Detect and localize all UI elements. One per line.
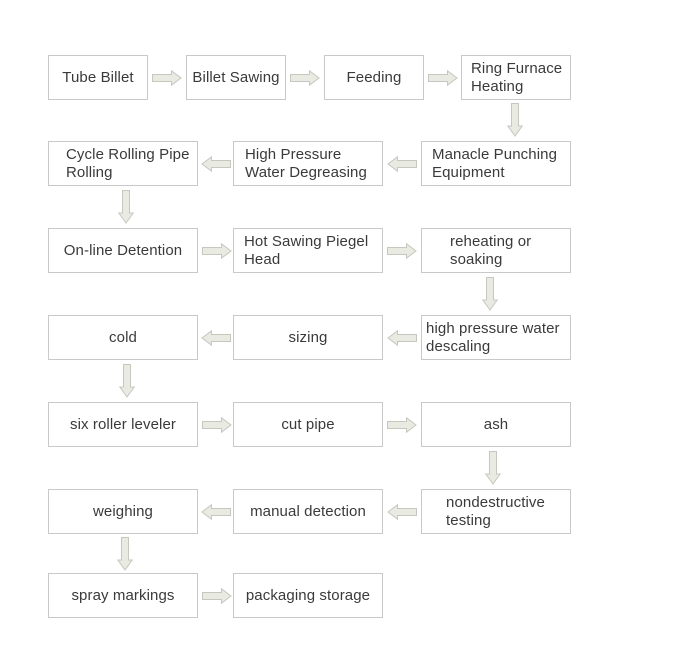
step-cold [48, 315, 198, 360]
step-label: cut pipe [281, 415, 335, 433]
step-cycle-rolling [48, 141, 198, 186]
step-label: Billet Sawing [192, 68, 280, 86]
step-label: Tube Billet [62, 68, 134, 86]
arrow-down-icon [507, 103, 523, 137]
step-spray-markings [48, 573, 198, 618]
step-label: manual detection [250, 502, 366, 520]
arrow-right-icon [202, 243, 232, 259]
step-label: reheating or soaking [450, 232, 532, 268]
arrow-right-icon [202, 417, 232, 433]
arrow-left-icon [387, 156, 417, 172]
step-online-detention [48, 228, 198, 273]
arrow-left-icon [387, 330, 417, 346]
step-cut-pipe [233, 402, 383, 447]
step-label: spray markings [71, 586, 175, 604]
step-reheating [421, 228, 571, 273]
arrow-right-icon [152, 70, 182, 86]
step-ash [421, 402, 571, 447]
step-billet-sawing [186, 55, 286, 100]
arrow-down-icon [118, 190, 134, 224]
step-nondestructive-testing [421, 489, 571, 534]
step-label: sizing [288, 328, 328, 346]
arrow-right-icon [387, 417, 417, 433]
step-label: Feeding [346, 68, 402, 86]
arrow-left-icon [387, 504, 417, 520]
step-label: nondestructive testing [446, 493, 545, 529]
arrow-right-icon [387, 243, 417, 259]
arrow-down-icon [119, 364, 135, 398]
step-label: Ring Furnace Heating [471, 59, 563, 95]
step-ring-furnace-heating [461, 55, 571, 100]
step-label: high pressure water descaling [426, 319, 560, 355]
step-hot-sawing [233, 228, 383, 273]
step-six-roller-leveler [48, 402, 198, 447]
arrow-down-icon [117, 537, 133, 571]
arrow-down-icon [485, 451, 501, 485]
step-manual-detection [233, 489, 383, 534]
step-label: six roller leveler [70, 415, 176, 433]
step-label: Cycle Rolling Pipe Rolling [66, 145, 190, 181]
arrow-right-icon [428, 70, 458, 86]
step-high-pressure-water-degreasing [233, 141, 383, 186]
step-label: Hot Sawing Piegel Head [244, 232, 369, 268]
arrow-left-icon [201, 504, 231, 520]
step-manacle-punching [421, 141, 571, 186]
arrow-right-icon [202, 588, 232, 604]
arrow-right-icon [290, 70, 320, 86]
arrow-left-icon [201, 156, 231, 172]
step-label: packaging storage [245, 586, 371, 604]
arrow-down-icon [482, 277, 498, 311]
step-sizing [233, 315, 383, 360]
step-high-pressure-descaling [421, 315, 571, 360]
arrow-left-icon [201, 330, 231, 346]
step-label: High Pressure Water Degreasing [245, 145, 367, 181]
step-tube-billet [48, 55, 148, 100]
step-label: On-line Detention [63, 241, 183, 259]
step-packaging-storage [233, 573, 383, 618]
step-label: cold [109, 328, 137, 346]
step-label: ash [483, 415, 509, 433]
step-feeding [324, 55, 424, 100]
step-label: weighing [92, 502, 153, 520]
step-label: Manacle Punching Equipment [432, 145, 558, 181]
step-weighing [48, 489, 198, 534]
